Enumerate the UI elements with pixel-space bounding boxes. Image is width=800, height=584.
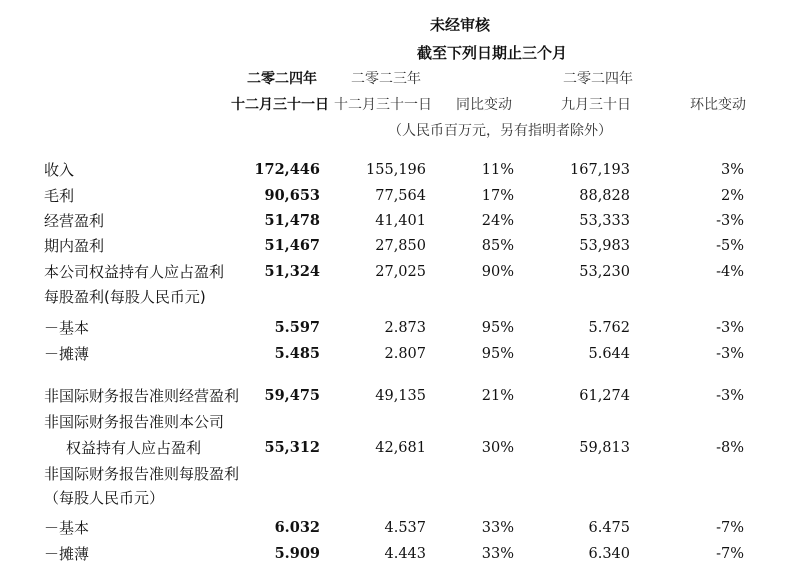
row-label: （每股人民币元） (44, 489, 165, 507)
prior-year-value: 27,025 (375, 264, 426, 280)
prior-quarter-value: 5.644 (588, 346, 630, 362)
section-row (0, 462, 800, 486)
prior-year-value: 49,135 (375, 388, 426, 404)
row-label: 本公司权益持有人应占盈利 (44, 263, 225, 281)
col4-date: 九月三十日 (561, 97, 631, 113)
table-row (0, 209, 800, 233)
prior-year-value: 4.537 (384, 520, 426, 536)
col4-year: 二零二四年 (563, 71, 633, 87)
row-label: －摊薄 (44, 545, 90, 563)
qoq-change: -8% (716, 440, 744, 456)
table-row (0, 436, 800, 460)
row-label: －基本 (44, 319, 90, 337)
period-heading: 截至下列日期止三个月 (416, 44, 568, 62)
prior-quarter-value: 6.475 (588, 520, 630, 536)
section-row (0, 410, 800, 434)
yoy-change: 95% (481, 346, 514, 362)
current-quarter-value: 51,467 (264, 237, 320, 254)
prior-quarter-value: 167,193 (570, 162, 630, 178)
prior-quarter-value: 53,230 (579, 264, 630, 280)
current-quarter-value: 51,478 (264, 212, 320, 229)
unaudited-heading: 未经审核 (429, 16, 491, 34)
qoq-change: 3% (720, 162, 744, 178)
qoq-change: -7% (716, 520, 744, 536)
table-row (0, 384, 800, 408)
yoy-change: 30% (481, 440, 514, 456)
row-label: －摊薄 (44, 345, 90, 363)
yoy-change: 17% (481, 188, 514, 204)
row-label: 权益持有人应占盈利 (66, 439, 202, 457)
prior-year-value: 2.807 (384, 346, 426, 362)
table-row (0, 342, 800, 366)
current-quarter-value: 59,475 (264, 387, 320, 404)
prior-quarter-value: 6.340 (588, 546, 630, 562)
yoy-change: 33% (481, 520, 514, 536)
current-quarter-value: 5.485 (274, 345, 320, 362)
yoy-change: 90% (481, 264, 514, 280)
prior-quarter-value: 53,983 (579, 238, 630, 254)
current-quarter-value: 5.597 (274, 319, 320, 336)
prior-year-value: 42,681 (375, 440, 426, 456)
prior-year-value: 4.443 (384, 546, 426, 562)
table-row (0, 316, 800, 340)
prior-year-value: 155,196 (366, 162, 426, 178)
table-row (0, 184, 800, 208)
prior-year-value: 2.873 (384, 320, 426, 336)
row-label: 期内盈利 (44, 237, 105, 255)
qoq-change: -3% (716, 320, 744, 336)
current-quarter-value: 51,324 (264, 263, 320, 280)
yoy-change: 85% (481, 238, 514, 254)
current-quarter-value: 55,312 (264, 439, 320, 456)
row-label: 非国际财务报告准则每股盈利 (44, 465, 240, 483)
table-row (0, 260, 800, 284)
yoy-change: 21% (481, 388, 514, 404)
prior-year-value: 41,401 (375, 213, 426, 229)
col1-date: 十二月三十一日 (231, 97, 329, 113)
prior-year-value: 27,850 (375, 238, 426, 254)
col1-year: 二零二四年 (247, 71, 317, 87)
current-quarter-value: 172,446 (254, 161, 320, 178)
row-label: 经营盈利 (44, 212, 105, 230)
yoy-change: 33% (481, 546, 514, 562)
row-label: －基本 (44, 519, 90, 537)
yoy-change: 11% (481, 162, 514, 178)
unit-note: （人民币百万元，另有指明者除外） (388, 123, 612, 139)
qoq-change: -7% (716, 546, 744, 562)
prior-quarter-value: 53,333 (579, 213, 630, 229)
row-label: 非国际财务报告准则本公司 (44, 413, 225, 431)
qoq-change: -4% (716, 264, 744, 280)
qoq-change: -3% (716, 346, 744, 362)
col2-year: 二零二三年 (351, 71, 421, 87)
row-label: 非国际财务报告准则经营盈利 (44, 387, 240, 405)
table-row (0, 542, 800, 566)
prior-year-value: 77,564 (375, 188, 426, 204)
section-row (0, 486, 800, 510)
yoy-change: 95% (481, 320, 514, 336)
col3-header: 同比变动 (456, 97, 512, 113)
section-row (0, 285, 800, 309)
prior-quarter-value: 5.762 (588, 320, 630, 336)
col2-date: 十二月三十一日 (334, 97, 432, 113)
prior-quarter-value: 88,828 (579, 188, 630, 204)
prior-quarter-value: 59,813 (579, 440, 630, 456)
table-row (0, 158, 800, 182)
qoq-change: -3% (716, 388, 744, 404)
col5-header: 环比变动 (690, 97, 746, 113)
row-label: 每股盈利(每股人民币元) (44, 288, 206, 306)
table-row (0, 234, 800, 258)
current-quarter-value: 6.032 (274, 519, 320, 536)
current-quarter-value: 90,653 (264, 187, 320, 204)
yoy-change: 24% (481, 213, 514, 229)
prior-quarter-value: 61,274 (579, 388, 630, 404)
table-row (0, 516, 800, 540)
qoq-change: -5% (716, 238, 744, 254)
row-label: 收入 (44, 161, 75, 179)
current-quarter-value: 5.909 (274, 545, 320, 562)
row-label: 毛利 (44, 187, 75, 205)
qoq-change: -3% (716, 213, 744, 229)
qoq-change: 2% (720, 188, 744, 204)
